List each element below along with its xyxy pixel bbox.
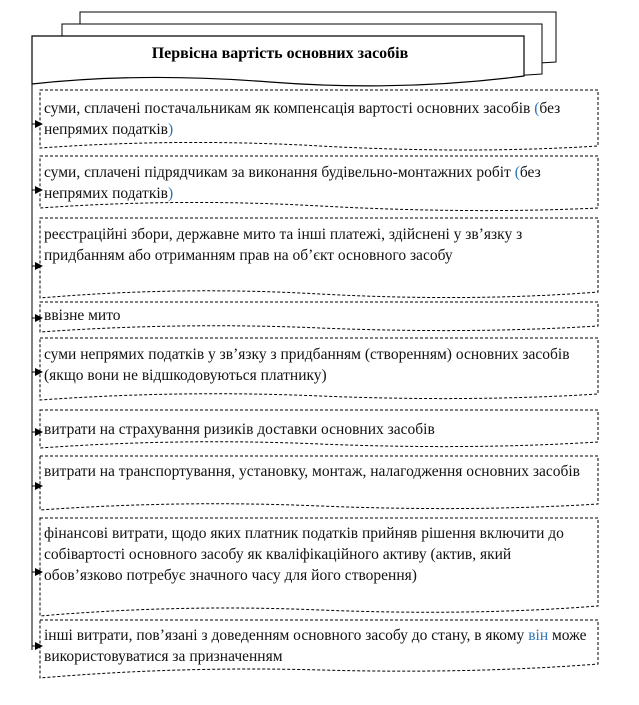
- item-text-2: [44, 162, 592, 204]
- item-3-text: реєстраційні збори, державне мито та інші платежі, здійснені у зв’язку з придбанням або отриманням прав на об’єкт основного засобу: [44, 226, 523, 264]
- item-text-6: [44, 419, 592, 440]
- item-text-1: [44, 98, 592, 140]
- item-text-4: [44, 305, 592, 326]
- item-6-text: витрати на страхування ризиків доставки основних засобів: [44, 421, 435, 438]
- item-9-highlight: він: [528, 627, 549, 644]
- item-7-text: витрати на транспортування, установку, монтаж, налагодження основних засобів: [44, 463, 580, 480]
- diagram-title: Первісна вартість основних засобів: [151, 45, 409, 62]
- item-1-paren-open: (: [534, 100, 540, 117]
- item-8-text: фінансові витрати, щодо яких платник податків прийняв рішення включити до собівартості основного засобу як кваліфікаційного активу (актив, який обов’язково потребує значного часу для його створення): [44, 525, 564, 584]
- item-1-paren-close: ): [167, 121, 174, 138]
- item-4-text: ввізне мито: [44, 307, 121, 324]
- item-1-note: без непрямих податків: [44, 100, 561, 138]
- item-1-text: суми, сплачені постачальникам як компенсація вартості основних засобів: [44, 100, 535, 117]
- item-text-9: [44, 625, 592, 667]
- item-text-5: [44, 344, 592, 386]
- item-2-text: суми, сплачені підрядчикам за виконання будівельно-монтажних робіт: [44, 164, 515, 181]
- item-text-8: [44, 523, 592, 586]
- item-5-text: суми непрямих податків у зв’язку з придбанням (створенням) основних засобів (якщо вони не відшкодовуються платнику): [44, 346, 570, 384]
- item-2-note: без непрямих податків: [44, 164, 541, 202]
- item-text-3: [44, 224, 592, 266]
- item-2-paren-open: (: [514, 164, 520, 181]
- item-9-text: інші витрати, пов’язані з доведенням основного засобу до стану, в якому: [44, 627, 529, 644]
- item-9-text-end: може використовуватися за призначенням: [44, 627, 587, 665]
- item-text-7: [44, 461, 592, 482]
- item-2-paren-close: ): [167, 185, 174, 202]
